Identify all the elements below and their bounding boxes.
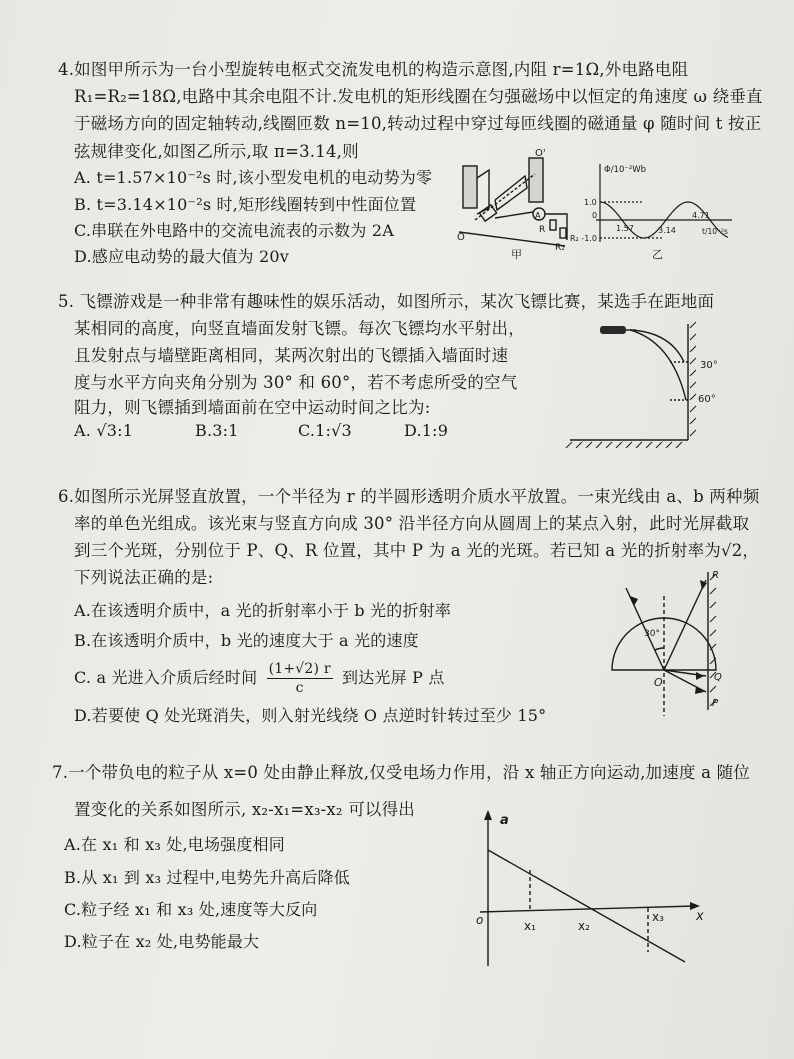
q4-stem-line-2: R₁=R₂=18Ω,电路中其余电阻不计.发电机的矩形线圈在匀强磁场中以恒定的角速度 ω 绕垂直 — [74, 87, 763, 106]
flux-tick-1-57: 1.57 — [616, 224, 634, 233]
q4-option-a: A. t=1.57×10⁻²s 时,该小型发电机的电动势为零 — [74, 168, 433, 187]
dart-angle-60: 60° — [698, 394, 716, 405]
q6-option-c-suffix: 到达光屏 P 点 — [342, 668, 445, 687]
time-fraction — [267, 660, 333, 697]
dart-icon — [600, 326, 636, 334]
q4-stem-line-4: 弦规律变化,如图乙所示,取 π=3.14,则 — [74, 142, 359, 161]
q6-stem-line-1: 6.如图所示光屏竖直放置，一个半径为 r 的半圆形透明介质水平放置。一束光线由 a、b 两种频 — [58, 487, 760, 506]
q6-option-a: A.在该透明介质中，a 光的折射率小于 b 光的折射率 — [74, 601, 452, 620]
optics-label-p: P — [712, 698, 719, 709]
axis-label-o: o — [476, 913, 484, 927]
flux-tick-4-71: 4.71 — [692, 211, 710, 220]
flux-tick-bottom: R₂ -1.0 — [570, 234, 597, 243]
flux-x-label: t/10⁻²s — [702, 227, 728, 236]
q4-option-b: B. t=3.14×10⁻²s 时,矩形线圈转到中性面位置 — [74, 195, 417, 214]
generator-diagram — [455, 148, 580, 260]
optics-label-r: R — [712, 570, 719, 581]
q5-option-a: A. √3:1 — [74, 421, 134, 440]
flux-tick-3-14: 3.14 — [658, 226, 676, 235]
fraction-denominator: c — [295, 680, 304, 696]
q6-option-b: B.在该透明介质中，b 光的速度大于 a 光的速度 — [74, 631, 419, 650]
q7-option-b: B.从 x₁ 到 x₃ 过程中,电势先升高后降低 — [64, 868, 350, 887]
q6-option-c — [74, 660, 445, 697]
q4-option-d: D.感应电动势的最大值为 20v — [74, 247, 290, 266]
q6-stem-line-2: 率的单色光组成。该光束与竖直方向成 30° 沿半径方向从圆周上的某点入射，此时光屏截取 — [74, 514, 750, 533]
axis-label-a: a — [500, 813, 509, 828]
q7-stem-line-2: 置变化的关系如图所示, x₂-x₁=x₃-x₂ 可以得出 — [74, 800, 415, 819]
q5-stem-line-3: 且发射点与墙壁距离相同，某两次射出的飞镖插入墙面时速 — [74, 346, 509, 365]
fraction-numerator: (1+√2) r — [268, 661, 331, 677]
tick-x1: x₁ — [524, 919, 536, 933]
q7-option-d: D.粒子在 x₂ 处,电势能最大 — [64, 932, 260, 951]
q5-option-b: B.3:1 — [195, 421, 239, 440]
q5-stem-line-2: 某相同的高度，向竖直墙面发射飞镖。每次飞镖均水平射出， — [74, 319, 525, 338]
q7-stem-line-1: 7.一个带负电的粒子从 x=0 处由静止释放,仅受电场力作用，沿 x 轴正方向运动,加速度 a 随位 — [52, 763, 750, 782]
gen-label-o: O — [457, 232, 465, 243]
optics-label-q: Q — [714, 672, 722, 683]
semicircle-optics-diagram — [600, 566, 740, 716]
q5-option-d: D.1:9 — [404, 421, 449, 440]
q7-option-c: C.粒子经 x₁ 和 x₃ 处,速度等大反向 — [64, 900, 318, 919]
q5-stem-line-1: 5. 飞镖游戏是一种非常有趣味性的娱乐活动，如图所示，某次飞镖比赛，某选手在距地面 — [58, 292, 715, 311]
figure-caption-yi: 乙 — [652, 248, 663, 261]
q4-option-c: C.串联在外电路中的交流电流表的示数为 2A — [74, 221, 394, 240]
resistor-r1-label: R — [539, 225, 546, 235]
q6-stem-line-3: 到三个光斑，分别位于 P、Q、R 位置，其中 P 为 a 光的光斑。若已知 a 光的折射率为√2， — [74, 541, 760, 560]
q6-stem-line-4: 下列说法正确的是: — [74, 568, 214, 587]
q6-option-d: D.若要使 Q 处光斑消失，则入射光线绕 O 点逆时针转过至少 15° — [74, 706, 547, 725]
flux-tick-zero: 0 — [592, 211, 598, 220]
flux-y-label: Φ/10⁻²Wb — [604, 165, 647, 175]
q5-option-c: C.1:√3 — [298, 421, 352, 440]
resistor-r2-label: R₂ — [555, 243, 565, 253]
tick-x3: x₃ — [652, 910, 664, 924]
optics-label-o: O — [654, 676, 663, 689]
q4-stem-line-1: 4.如图甲所示为一台小型旋转电枢式交流发电机的构造示意图,内阻 r=1Ω,外电路电阻 — [58, 60, 689, 79]
flux-tick-top: 1.0 — [584, 198, 597, 207]
ammeter-label: A — [535, 211, 541, 220]
q5-stem-line-5: 阻力，则飞镖插到墙面前在空中运动时间之比为: — [74, 398, 431, 417]
axis-label-x: x — [696, 909, 704, 924]
q4-stem-line-3: 于磁场方向的固定轴转动,线圈匝数 n=10,转动过程中穿过每匝线圈的磁通量 φ 随时间 t 按正 — [74, 114, 762, 133]
acceleration-graph — [470, 806, 710, 976]
q6-option-c-prefix: C. a 光进入介质后经时间 — [74, 668, 258, 687]
q7-option-a: A.在 x₁ 和 x₃ 处,电场强度相同 — [64, 835, 285, 854]
flux-graph — [570, 160, 742, 262]
tick-x2: x₂ — [578, 919, 590, 933]
optics-angle-30: 30° — [644, 629, 660, 639]
q5-stem-line-4: 度与水平方向夹角分别为 30° 和 60°，若不考虑所受的空气 — [74, 373, 518, 392]
dart-diagram — [560, 316, 730, 450]
gen-label-o-prime: O' — [535, 148, 546, 159]
figure-caption-jia: 甲 — [511, 248, 522, 261]
dart-angle-30: 30° — [700, 360, 718, 371]
